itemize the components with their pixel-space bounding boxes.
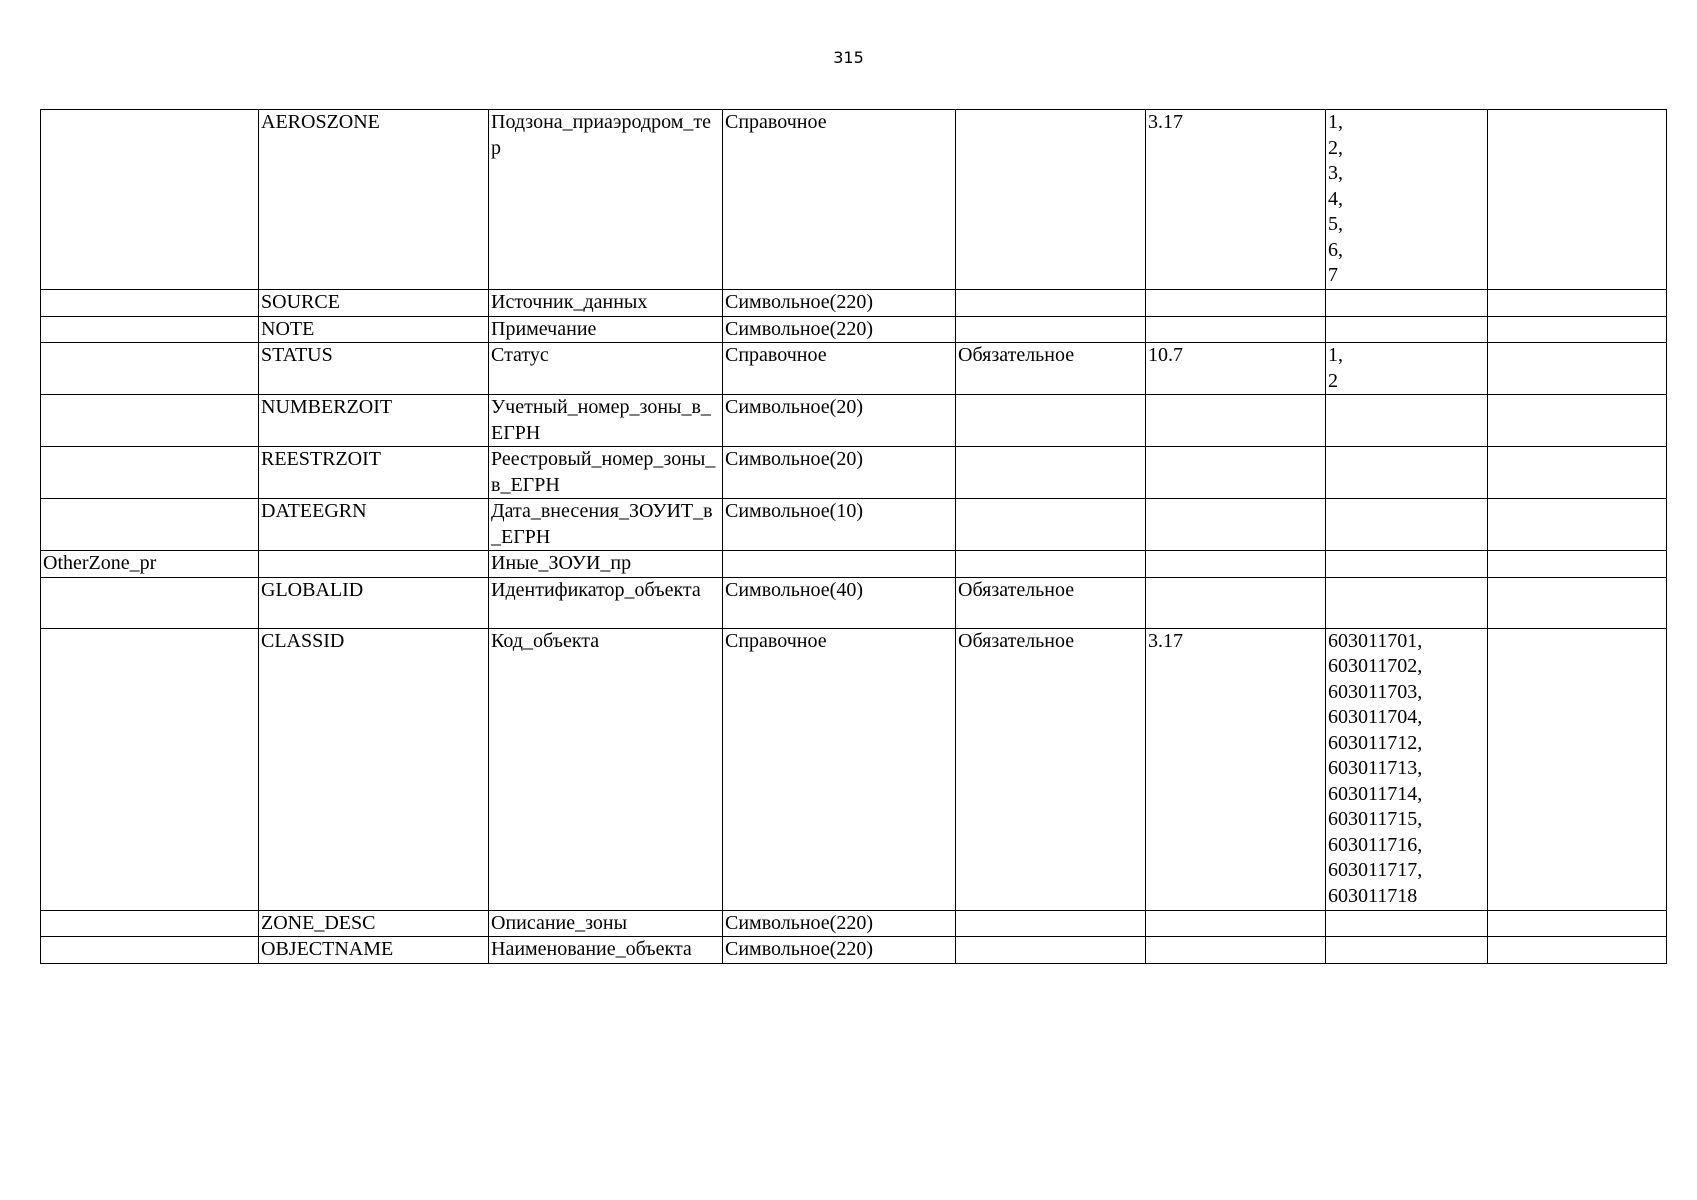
table-cell xyxy=(41,290,259,317)
table-row xyxy=(41,910,1667,937)
table-cell: AEROSZONE xyxy=(259,110,489,290)
table-cell: Символьное(40) xyxy=(723,577,956,628)
table-row xyxy=(41,290,1667,317)
table-cell: 1, 2, 3, 4, 5, 6, 7 xyxy=(1326,110,1488,290)
table-cell: REESTRZOIT xyxy=(259,447,489,499)
table-cell: Символьное(20) xyxy=(723,447,956,499)
table-cell: Иные_ЗОУИ_пр xyxy=(489,551,723,578)
table-cell: ZONE_DESC xyxy=(259,910,489,937)
table-cell xyxy=(1326,316,1488,343)
table-cell: NUMBERZOIT xyxy=(259,395,489,447)
table-cell xyxy=(1488,343,1667,395)
table-cell xyxy=(1488,110,1667,290)
table-row xyxy=(41,316,1667,343)
table-cell xyxy=(956,110,1146,290)
table-cell: Учетный_номер_зоны_в_ЕГРН xyxy=(489,395,723,447)
table-cell: CLASSID xyxy=(259,628,489,910)
table-cell xyxy=(1488,551,1667,578)
table-cell: Наименование_объекта xyxy=(489,937,723,964)
table-row xyxy=(41,628,1667,910)
table-cell: SOURCE xyxy=(259,290,489,317)
table-cell xyxy=(1326,910,1488,937)
table-cell: Описание_зоны xyxy=(489,910,723,937)
table-cell xyxy=(259,551,489,578)
table-cell xyxy=(1146,499,1326,551)
table-cell: Код_объекта xyxy=(489,628,723,910)
table-cell xyxy=(1146,290,1326,317)
table-cell: Примечание xyxy=(489,316,723,343)
table-cell xyxy=(956,551,1146,578)
table-cell: 3.17 xyxy=(1146,110,1326,290)
table-cell: OtherZone_pr xyxy=(41,551,259,578)
table-cell: Символьное(220) xyxy=(723,910,956,937)
table-cell xyxy=(956,395,1146,447)
table-cell xyxy=(41,447,259,499)
table-cell xyxy=(1488,290,1667,317)
table-cell xyxy=(1488,395,1667,447)
table-cell: Подзона_приаэродром_тер xyxy=(489,110,723,290)
table-cell xyxy=(956,316,1146,343)
table-cell: Источник_данных xyxy=(489,290,723,317)
page-number: 315 xyxy=(833,48,864,67)
table-cell xyxy=(41,910,259,937)
table-cell: Символьное(220) xyxy=(723,316,956,343)
table-row xyxy=(41,343,1667,395)
table-cell xyxy=(41,628,259,910)
table-row xyxy=(41,447,1667,499)
table-cell xyxy=(1326,551,1488,578)
table-cell xyxy=(1488,937,1667,964)
table-cell xyxy=(1146,395,1326,447)
attribute-table xyxy=(40,109,1667,964)
table-cell xyxy=(1488,577,1667,628)
table-cell xyxy=(1488,910,1667,937)
table-cell xyxy=(1488,499,1667,551)
table-cell: Обязательное xyxy=(956,343,1146,395)
table-cell xyxy=(1146,447,1326,499)
table-cell: Дата_внесения_ЗОУИТ_в_ЕГРН xyxy=(489,499,723,551)
table-cell xyxy=(41,343,259,395)
table-cell: GLOBALID xyxy=(259,577,489,628)
table-cell xyxy=(41,937,259,964)
table-cell xyxy=(956,290,1146,317)
table-row xyxy=(41,577,1667,628)
table-cell xyxy=(1488,628,1667,910)
table-row xyxy=(41,551,1667,578)
table-cell xyxy=(1326,937,1488,964)
table-cell xyxy=(1326,499,1488,551)
table-cell: DATEEGRN xyxy=(259,499,489,551)
table-row xyxy=(41,110,1667,290)
table-cell xyxy=(956,910,1146,937)
table-cell xyxy=(1146,910,1326,937)
table-cell: Символьное(20) xyxy=(723,395,956,447)
table-cell: Обязательное xyxy=(956,628,1146,910)
table-cell: 10.7 xyxy=(1146,343,1326,395)
table-cell xyxy=(1146,316,1326,343)
table-cell: Идентификатор_объекта xyxy=(489,577,723,628)
table-cell xyxy=(1146,937,1326,964)
table-cell: 603011701, 603011702, 603011703, 603011704, 603011712, 603011713, 603011714, 603011715, 603011716, 603011717, 603011718 xyxy=(1326,628,1488,910)
table-cell: Символьное(220) xyxy=(723,290,956,317)
table-cell: OBJECTNAME xyxy=(259,937,489,964)
table-cell xyxy=(1488,447,1667,499)
table-cell xyxy=(41,577,259,628)
table-cell: Символьное(220) xyxy=(723,937,956,964)
table-cell xyxy=(956,937,1146,964)
table-cell xyxy=(956,447,1146,499)
table-cell xyxy=(723,551,956,578)
table-row xyxy=(41,499,1667,551)
table-cell xyxy=(41,499,259,551)
table-cell xyxy=(1146,551,1326,578)
table-row xyxy=(41,937,1667,964)
table-cell xyxy=(1326,290,1488,317)
table-cell: Статус xyxy=(489,343,723,395)
table-cell xyxy=(1146,577,1326,628)
table-cell: NOTE xyxy=(259,316,489,343)
table-cell: 1, 2 xyxy=(1326,343,1488,395)
table-cell: Справочное xyxy=(723,628,956,910)
table-cell xyxy=(1488,316,1667,343)
table-cell: Реестровый_номер_зоны_в_ЕГРН xyxy=(489,447,723,499)
table-cell: STATUS xyxy=(259,343,489,395)
table-cell: Справочное xyxy=(723,343,956,395)
table-row xyxy=(41,395,1667,447)
table-cell xyxy=(1326,577,1488,628)
table-cell xyxy=(1326,395,1488,447)
table-cell: Символьное(10) xyxy=(723,499,956,551)
table-cell xyxy=(41,110,259,290)
table-cell xyxy=(41,316,259,343)
table-cell: Справочное xyxy=(723,110,956,290)
table-cell: Обязательное xyxy=(956,577,1146,628)
table-cell: 3.17 xyxy=(1146,628,1326,910)
table-cell xyxy=(956,499,1146,551)
table-cell xyxy=(1326,447,1488,499)
table-cell xyxy=(41,395,259,447)
